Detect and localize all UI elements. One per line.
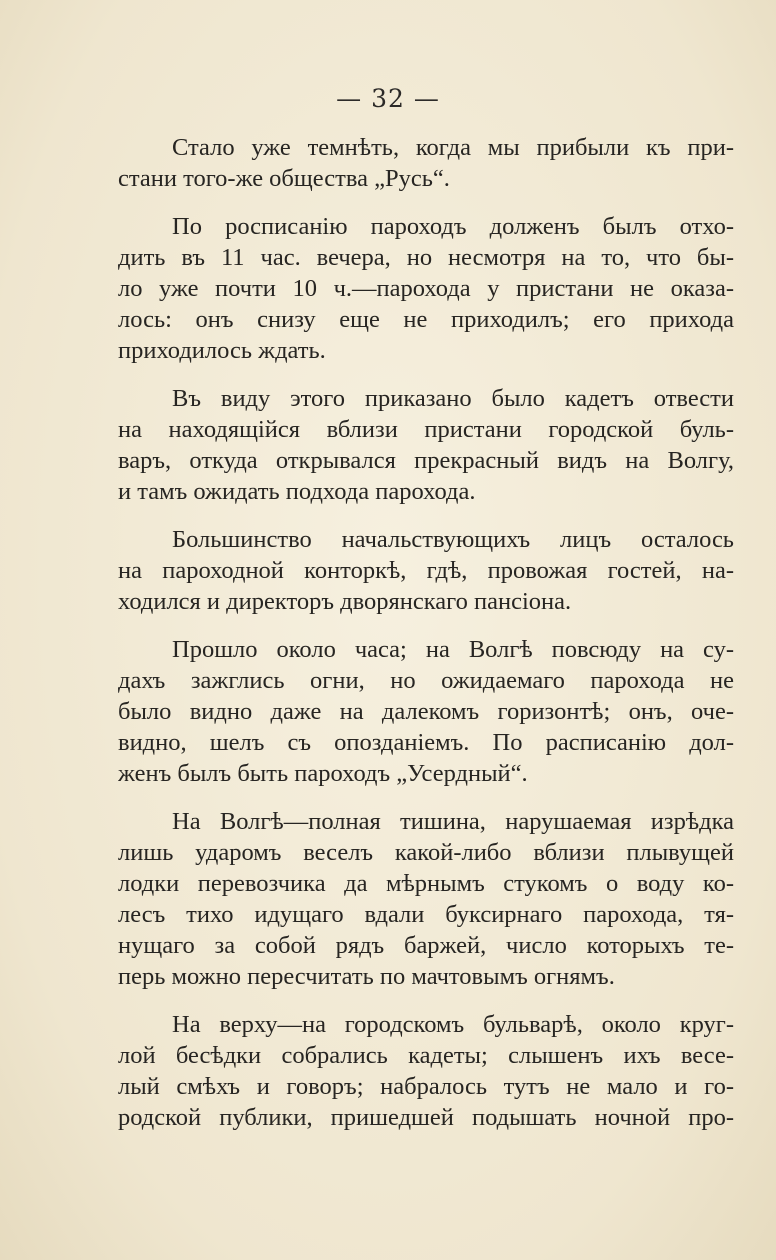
text-line: родской публики, пришедшей подышать ночной про-: [118, 1104, 734, 1131]
text-line: лодки перевозчика да мѣрнымъ стукомъ о воду ко-: [118, 870, 734, 897]
text-line: лесъ тихо идущаго вдали буксирнаго парохода, тя-: [118, 901, 734, 928]
paragraph: [118, 211, 734, 366]
text-line: Большинство начальствующихъ лицъ осталось: [172, 526, 734, 553]
text-line: и тамъ ожидать подхода парохода.: [118, 478, 476, 505]
paragraph: [118, 132, 734, 194]
text-line: По росписанію пароходъ долженъ былъ отхо-: [172, 213, 734, 240]
body-text: [118, 132, 734, 1150]
text-line: Въ виду этого приказано было кадетъ отвести: [172, 385, 734, 412]
text-line: приходилось ждать.: [118, 337, 326, 364]
text-line: варъ, откуда открывался прекрасный видъ на Волгу,: [118, 447, 734, 474]
text-line: лишь ударомъ веселъ какой-либо вблизи плывущей: [118, 839, 734, 866]
text-line: лый смѣхъ и говоръ; набралось тутъ не мало и го-: [118, 1073, 734, 1100]
text-line: ло уже почти 10 ч.—парохода у пристани не оказа-: [118, 275, 734, 302]
text-line: видно, шелъ съ опозданіемъ. По расписанію дол-: [118, 729, 734, 756]
text-line: женъ былъ быть пароходъ „Усердный“.: [118, 760, 528, 787]
text-line: лой бесѣдки собрались кадеты; слышенъ ихъ весе-: [118, 1042, 734, 1069]
text-line: было видно даже на далекомъ горизонтѣ; онъ, оче-: [118, 698, 734, 725]
paragraph: [118, 383, 734, 507]
text-line: на пароходной конторкѣ, гдѣ, провожая гостей, на-: [118, 557, 734, 584]
paragraph: [118, 806, 734, 992]
text-line: На Волгѣ—полная тишина, нарушаемая изрѣдка: [172, 808, 734, 835]
page-number: — 32 —: [336, 84, 440, 113]
text-line: дить въ 11 час. вечера, но несмотря на то, что бы-: [118, 244, 734, 271]
text-line: лось: онъ снизу еще не приходилъ; его прихода: [118, 306, 734, 333]
text-line: Прошло около часа; на Волгѣ повсюду на су-: [172, 636, 734, 663]
paragraph: [118, 1009, 734, 1133]
text-line: перь можно пересчитать по мачтовымъ огнямъ.: [118, 963, 615, 990]
text-line: стани того-же общества „Русь“.: [118, 165, 450, 192]
text-line: нущаго за собой рядъ баржей, число которыхъ те-: [118, 932, 734, 959]
text-line: ходился и директоръ дворянскаго пансіона.: [118, 588, 572, 615]
text-line: на находящійся вблизи пристани городской буль-: [118, 416, 734, 443]
paragraph: [118, 634, 734, 789]
text-line: На верху—на городскомъ бульварѣ, около круг-: [172, 1011, 734, 1038]
text-line: Стало уже темнѣть, когда мы прибыли къ при-: [172, 134, 734, 161]
paragraph: [118, 524, 734, 617]
text-line: дахъ зажглись огни, но ожидаемаго парохода не: [118, 667, 734, 694]
